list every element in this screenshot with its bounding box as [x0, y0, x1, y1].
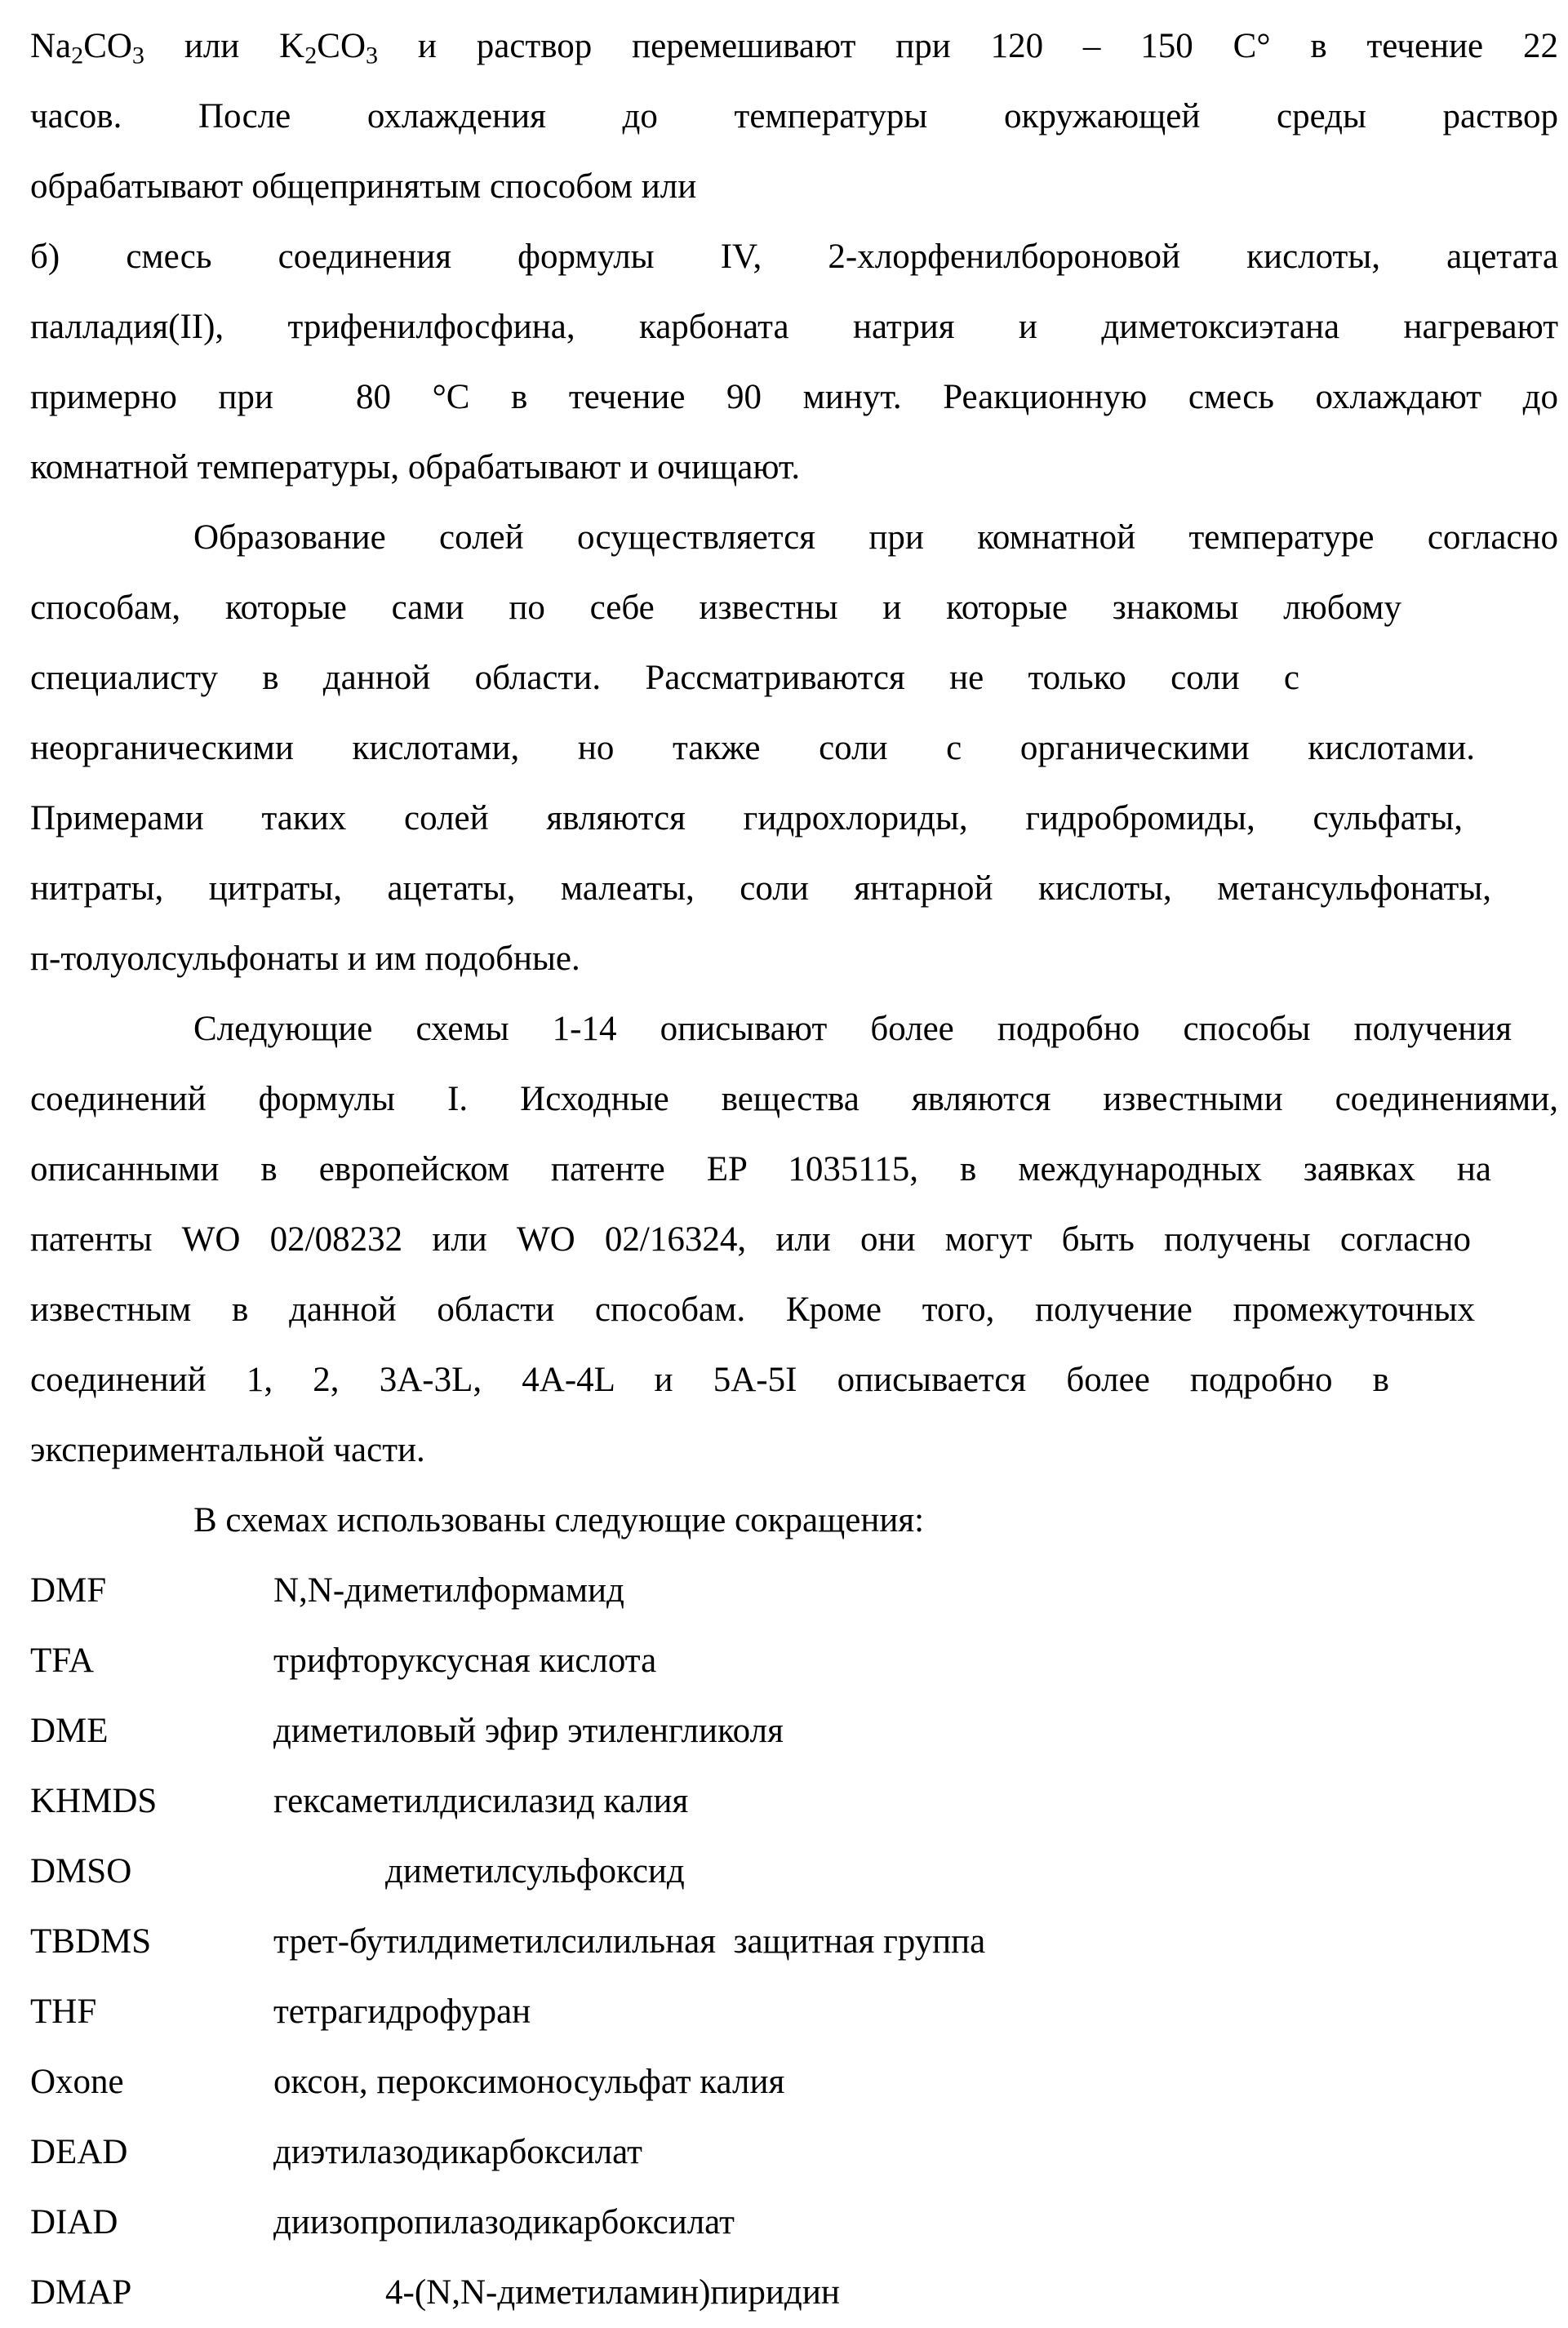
- text-line: часов. После охлаждения до температуры окружающей среды раствор: [30, 82, 1558, 152]
- text-line: комнатной температуры, обрабатывают и очищают.: [30, 433, 1558, 503]
- abbreviation: DMF: [30, 1556, 273, 1626]
- text-line: Следующие схемы 1-14 описывают более подробно способы получения: [30, 994, 1512, 1064]
- text-line: палладия(II), трифенилфосфина, карбоната натрия и диметоксиэтана нагревают: [30, 292, 1558, 362]
- abbreviation-row: [30, 1626, 1558, 1696]
- subscript: 2: [71, 42, 83, 69]
- abbreviation: Oxone: [30, 2047, 273, 2117]
- paragraph-schemes: [30, 994, 1558, 1486]
- text-line: специалисту в данной области. Рассматриваются не только соли с: [30, 643, 1299, 713]
- text-line: соединений 1, 2, 3A-3L, 4A-4L и 5A-5I описывается более подробно в: [30, 1345, 1389, 1415]
- abbreviation-row: [30, 1766, 1558, 1837]
- abbreviation-row: [30, 1977, 1558, 2047]
- abbreviation-meaning: диизопропилазодикарбоксилат: [273, 2188, 735, 2258]
- abbreviation-meaning: диметилсульфоксид: [273, 1837, 685, 1907]
- text-line: Примерами таких солей являются гидрохлориды, гидробромиды, сульфаты,: [30, 784, 1463, 854]
- text-line: [30, 11, 1558, 82]
- paragraph-salts: [30, 503, 1558, 994]
- text-line: способам, которые сами по себе известны и которые знакомы любому: [30, 573, 1401, 643]
- abbreviation-meaning: гексаметилдисилазид калия: [273, 1766, 688, 1837]
- text-line: соединений формулы I. Исходные вещества являются известными соединениями,: [30, 1064, 1558, 1135]
- abbreviation-row: [30, 1556, 1558, 1626]
- abbreviation: TFA: [30, 1626, 273, 1696]
- text-line: описанными в европейском патенте EP 1035115, в международных заявках на: [30, 1135, 1491, 1205]
- abbreviation-row: [30, 1837, 1558, 1907]
- text-line: патенты WO 02/08232 или WO 02/16324, или они могут быть получены согласно: [30, 1205, 1471, 1275]
- abbreviation-meaning: тетрагидрофуран: [273, 1977, 531, 2047]
- abbreviation: DME: [30, 1696, 273, 1766]
- text-line: экспериментальной части.: [30, 1415, 1558, 1486]
- text-line: б) смесь соединения формулы IV, 2-хлорфенилбороновой кислоты, ацетата: [30, 222, 1558, 292]
- text-line: нитраты, цитраты, ацетаты, малеаты, соли янтарной кислоты, метансульфонаты,: [30, 854, 1491, 924]
- text-segment: Na: [30, 27, 71, 65]
- abbreviation: TBDMS: [30, 1907, 273, 1977]
- abbreviation: DMAP: [30, 2258, 273, 2328]
- abbreviation-meaning: трифторуксусная кислота: [273, 1626, 656, 1696]
- abbreviation-meaning: диэтилазодикарбоксилат: [273, 2117, 642, 2188]
- abbreviation-meaning: 4-(N,N-диметиламин)пиридин: [273, 2258, 840, 2328]
- text-line: примерно при 80 °C в течение 90 минут. Реакционную смесь охлаждают до: [30, 362, 1558, 433]
- abbreviation: KHMDS: [30, 1766, 273, 1837]
- document-page: [30, 11, 1558, 2328]
- abbreviation-meaning: оксон, пероксимоносульфат калия: [273, 2047, 784, 2117]
- abbreviation: DEAD: [30, 2117, 273, 2188]
- abbreviation-row: [30, 1696, 1558, 1766]
- text-line: известным в данной области способам. Кроме того, получение промежуточных: [30, 1275, 1475, 1345]
- text-line: обрабатывают общепринятым способом или: [30, 152, 1558, 222]
- text-line: Образование солей осуществляется при комнатной температуре согласно: [30, 503, 1558, 573]
- abbreviation-row: [30, 2188, 1558, 2258]
- abbreviation: DMSO: [30, 1837, 273, 1907]
- text-segment: CO: [317, 27, 366, 65]
- abbreviation-row: [30, 2258, 1558, 2328]
- text-segment: или K: [144, 27, 304, 65]
- text-segment: и раствор перемешивают при 120 – 150 C° в течение 22: [378, 27, 1558, 65]
- abbreviations-intro: В схемах использованы следующие сокращения:: [30, 1486, 1558, 1556]
- text-segment: CO: [83, 27, 132, 65]
- abbreviation: THF: [30, 1977, 273, 2047]
- abbreviation-row: [30, 2117, 1558, 2188]
- subscript: 3: [366, 42, 378, 69]
- subscript: 2: [304, 42, 317, 69]
- abbreviation-row: [30, 1907, 1558, 1977]
- abbreviation-row: [30, 2047, 1558, 2117]
- subscript: 3: [132, 42, 144, 69]
- paragraph-process: [30, 82, 1558, 503]
- text-line: п-толуолсульфонаты и им подобные.: [30, 924, 1558, 994]
- text-line: неорганическими кислотами, но также соли с органическими кислотами.: [30, 713, 1475, 784]
- abbreviations-list: [30, 1556, 1558, 2328]
- abbreviation-meaning: диметиловый эфир этиленгликоля: [273, 1696, 784, 1766]
- abbreviation-meaning: трет-бутилдиметилсилильная защитная группа: [273, 1907, 985, 1977]
- abbreviation-meaning: N,N-диметилформамид: [273, 1556, 624, 1626]
- abbreviation: DIAD: [30, 2188, 273, 2258]
